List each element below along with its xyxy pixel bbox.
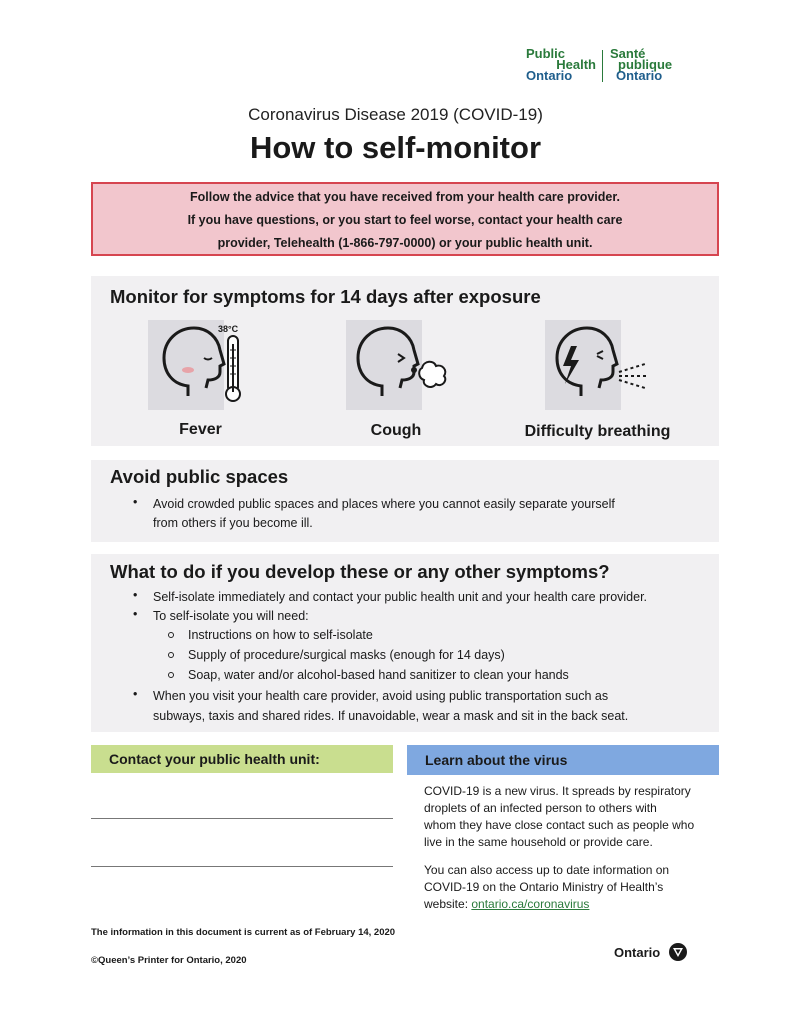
document-subtitle: Coronavirus Disease 2019 (COVID-19) bbox=[248, 105, 543, 124]
alert-line: provider, Telehealth (1-866-797-0000) or your public health unit. bbox=[217, 236, 593, 250]
contact-write-line bbox=[91, 818, 393, 819]
what-to-do-heading: What to do if you develop these or any other symptoms? bbox=[110, 561, 610, 582]
ontario-coronavirus-link[interactable]: ontario.ca/coronavirus bbox=[471, 897, 590, 911]
symptom-breathing-label: Difficulty breathing bbox=[524, 423, 671, 440]
logo-word: Public bbox=[526, 46, 566, 61]
monitor-heading: Monitor for symptoms for 14 days after exposure bbox=[110, 286, 541, 307]
what-to-do-bullet: When you visit your health care provider, avoid using public transportation such as bbox=[153, 689, 609, 703]
logo-word: Ontario bbox=[526, 68, 573, 83]
symptom-cough-label: Cough bbox=[370, 422, 422, 439]
advice-alert-box bbox=[91, 182, 719, 256]
ontario-wordmark: Ontario bbox=[614, 945, 661, 960]
alert-line: Follow the advice that you have received from your health care provider. bbox=[190, 190, 620, 204]
what-to-do-sub-bullet: Soap, water and/or alcohol-based hand sanitizer to clean your hands bbox=[188, 668, 569, 682]
logo-word: Santé bbox=[610, 46, 646, 61]
copyright-notice: ©Queen’s Printer for Ontario, 2020 bbox=[91, 955, 247, 966]
document-date-note: The information in this document is current as of February 14, 2020 bbox=[91, 927, 396, 938]
logo-word: publique bbox=[618, 57, 673, 72]
sub-bullet-circle bbox=[168, 632, 174, 638]
text-line: You can also access up to date information on bbox=[424, 863, 670, 877]
fever-icon bbox=[148, 320, 253, 410]
learn-about-virus-heading: Learn about the virus bbox=[407, 745, 719, 775]
breathing-difficulty-icon bbox=[545, 320, 655, 410]
avoid-bullet-line: from others if you become ill. bbox=[153, 516, 313, 530]
public-health-ontario-logo bbox=[520, 48, 690, 88]
logo-word: Ontario bbox=[616, 68, 663, 83]
bullet-dot: • bbox=[133, 588, 138, 602]
what-to-do-bullet: To self-isolate you will need: bbox=[153, 609, 309, 623]
text-line: droplets of an infected person to others with bbox=[424, 801, 657, 815]
logo-french bbox=[610, 48, 672, 81]
what-to-do-bullet: Self-isolate immediately and contact your public health unit and your health care provider. bbox=[153, 590, 648, 604]
sub-bullet-circle bbox=[168, 672, 174, 678]
logo-word: Health bbox=[556, 57, 596, 72]
what-to-do-bullet: subways, taxis and shared rides. If unavoidable, wear a mask and sit in the back seat. bbox=[153, 709, 629, 723]
bullet-dot: • bbox=[133, 687, 138, 701]
contact-health-unit-heading: Contact your public health unit: bbox=[91, 745, 393, 773]
learn-paragraph-2 bbox=[424, 862, 669, 913]
contact-write-line bbox=[91, 866, 393, 867]
cough-icon bbox=[346, 320, 456, 410]
text-line bbox=[424, 896, 669, 913]
text-line: whom they have close contact such as people who bbox=[424, 818, 695, 832]
bullet-dot: • bbox=[133, 607, 138, 621]
temperature-label: 38°C bbox=[218, 324, 239, 334]
what-to-do-sub-bullet: Instructions on how to self-isolate bbox=[188, 628, 373, 642]
learn-paragraph-1 bbox=[424, 783, 694, 851]
text-line: live in the same household or provide care. bbox=[424, 835, 653, 849]
bullet-dot: • bbox=[133, 495, 138, 509]
what-to-do-sub-bullet: Supply of procedure/surgical masks (enough for 14 days) bbox=[188, 648, 505, 662]
sub-bullet-circle bbox=[168, 652, 174, 658]
document-title: How to self-monitor bbox=[249, 130, 542, 165]
text-line: COVID-19 on the Ontario Ministry of Health’s bbox=[424, 880, 664, 894]
symptom-fever-label: Fever bbox=[179, 421, 222, 438]
website-prefix: website: bbox=[424, 897, 472, 911]
alert-line: If you have questions, or you start to feel worse, contact your health care bbox=[187, 213, 623, 227]
avoid-bullet-line: Avoid crowded public spaces and places where you cannot easily separate yourself bbox=[153, 497, 615, 511]
ontario-trillium-icon bbox=[668, 942, 688, 962]
logo-english bbox=[520, 48, 596, 81]
text-line: COVID-19 is a new virus. It spreads by respiratory bbox=[424, 784, 691, 798]
logo-divider bbox=[602, 50, 603, 82]
avoid-heading: Avoid public spaces bbox=[110, 466, 289, 487]
